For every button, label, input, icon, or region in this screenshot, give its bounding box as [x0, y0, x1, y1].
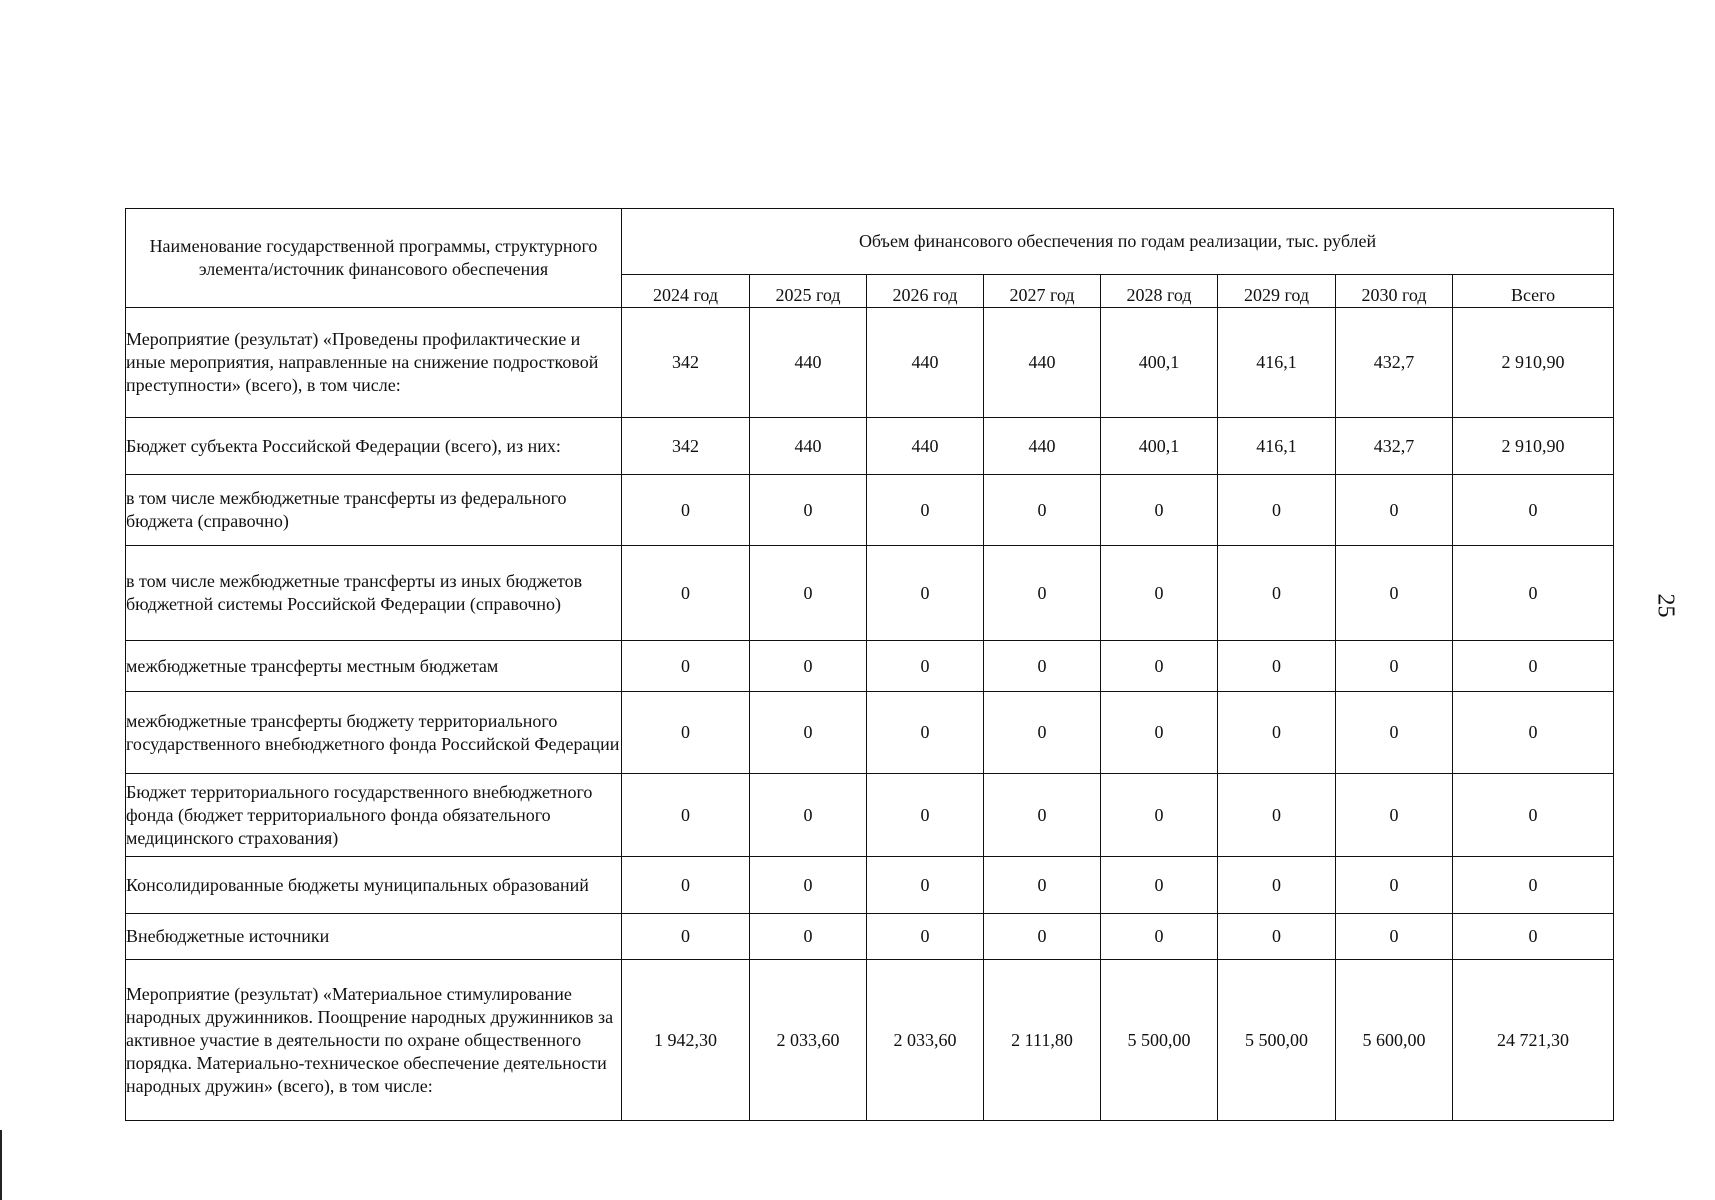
table-row: [126, 475, 1614, 546]
cell-2026: 0: [867, 692, 984, 774]
cell-2030: 432,7: [1336, 308, 1453, 418]
cell-2028: 0: [1101, 857, 1218, 914]
cell-2027: 440: [984, 308, 1101, 418]
cell-2026: 0: [867, 857, 984, 914]
cell-2029: 5 500,00: [1218, 960, 1336, 1121]
cell-2024: 342: [622, 418, 750, 475]
cell-2030: 5 600,00: [1336, 960, 1453, 1121]
cell-2024: 342: [622, 308, 750, 418]
cell-2026: 0: [867, 641, 984, 692]
page-number: 25: [1652, 593, 1679, 618]
cell-2029: 0: [1218, 546, 1336, 641]
cell-2030: 0: [1336, 692, 1453, 774]
cell-2025: 0: [750, 914, 867, 960]
cell-2027: 0: [984, 641, 1101, 692]
cell-2025: 440: [750, 308, 867, 418]
table-row: [126, 914, 1614, 960]
cell-2030: 0: [1336, 641, 1453, 692]
table-row: [126, 308, 1614, 418]
column-header-total: Всего: [1453, 275, 1614, 308]
cell-2027: 0: [984, 692, 1101, 774]
financing-table: [125, 208, 1614, 1121]
cell-2026: 0: [867, 475, 984, 546]
cell-2025: 0: [750, 857, 867, 914]
cell-2030: 0: [1336, 774, 1453, 857]
cell-2026: 0: [867, 914, 984, 960]
cell-2026: 440: [867, 308, 984, 418]
table-row: [126, 692, 1614, 774]
cell-2029: 0: [1218, 475, 1336, 546]
cell-2027: 0: [984, 475, 1101, 546]
financing-volume-header: Объем финансового обеспечения по годам реализации, тыс. рублей: [622, 209, 1614, 275]
cell-2026: 0: [867, 774, 984, 857]
row-label: в том числе межбюджетные трансферты из иных бюджетов бюджетной системы Российской Федерации (справочно): [126, 546, 622, 641]
cell-2028: 0: [1101, 641, 1218, 692]
cell-2024: 0: [622, 475, 750, 546]
cell-2028: 0: [1101, 914, 1218, 960]
cell-2025: 0: [750, 641, 867, 692]
cell-2028: 5 500,00: [1101, 960, 1218, 1121]
column-header-2027: 2027 год: [984, 275, 1101, 308]
cell-2030: 0: [1336, 914, 1453, 960]
cell-2027: 440: [984, 418, 1101, 475]
column-header-2026: 2026 год: [867, 275, 984, 308]
cell-2028: 400,1: [1101, 418, 1218, 475]
cell-total: 0: [1453, 857, 1614, 914]
cell-total: 0: [1453, 546, 1614, 641]
cell-total: 2 910,90: [1453, 308, 1614, 418]
row-label: Бюджет субъекта Российской Федерации (всего), из них:: [126, 418, 622, 475]
program-name-header: Наименование государственной программы, структурного элемента/источник финансового обеспечения: [126, 209, 622, 308]
cell-2028: 0: [1101, 692, 1218, 774]
cell-2028: 0: [1101, 475, 1218, 546]
cell-total: 0: [1453, 692, 1614, 774]
cell-2024: 0: [622, 914, 750, 960]
cell-2027: 0: [984, 914, 1101, 960]
cell-2029: 0: [1218, 914, 1336, 960]
cell-2030: 0: [1336, 475, 1453, 546]
column-header-2025: 2025 год: [750, 275, 867, 308]
cell-2025: 440: [750, 418, 867, 475]
cell-2027: 0: [984, 546, 1101, 641]
table-row: [126, 418, 1614, 475]
cell-2025: 0: [750, 692, 867, 774]
cell-total: 2 910,90: [1453, 418, 1614, 475]
table-row: [126, 641, 1614, 692]
cell-total: 0: [1453, 774, 1614, 857]
column-header-2024: 2024 год: [622, 275, 750, 308]
cell-2029: 0: [1218, 641, 1336, 692]
cell-2024: 1 942,30: [622, 960, 750, 1121]
table-row: [126, 960, 1614, 1121]
row-label: межбюджетные трансферты местным бюджетам: [126, 641, 622, 692]
cell-2029: 0: [1218, 692, 1336, 774]
cell-2029: 0: [1218, 774, 1336, 857]
cell-2025: 2 033,60: [750, 960, 867, 1121]
cell-2027: 0: [984, 857, 1101, 914]
cell-2030: 0: [1336, 546, 1453, 641]
cell-total: 24 721,30: [1453, 960, 1614, 1121]
cell-2028: 0: [1101, 546, 1218, 641]
column-header-2030: 2030 год: [1336, 275, 1453, 308]
cell-2028: 400,1: [1101, 308, 1218, 418]
cell-2026: 0: [867, 546, 984, 641]
table-row: [126, 857, 1614, 914]
cell-2029: 0: [1218, 857, 1336, 914]
page-edge-mark: [0, 1130, 2, 1200]
cell-2024: 0: [622, 857, 750, 914]
cell-2026: 2 033,60: [867, 960, 984, 1121]
cell-2025: 0: [750, 475, 867, 546]
cell-2026: 440: [867, 418, 984, 475]
cell-2027: 0: [984, 774, 1101, 857]
row-label: в том числе межбюджетные трансферты из федерального бюджета (справочно): [126, 475, 622, 546]
row-label: Консолидированные бюджеты муниципальных образований: [126, 857, 622, 914]
cell-2024: 0: [622, 641, 750, 692]
column-header-2029: 2029 год: [1218, 275, 1336, 308]
cell-2029: 416,1: [1218, 418, 1336, 475]
cell-total: 0: [1453, 641, 1614, 692]
cell-total: 0: [1453, 475, 1614, 546]
row-label: межбюджетные трансферты бюджету территориального государственного внебюджетного фонда Российской Федерации: [126, 692, 622, 774]
cell-2029: 416,1: [1218, 308, 1336, 418]
cell-2030: 432,7: [1336, 418, 1453, 475]
row-label: Мероприятие (результат) «Проведены профилактические и иные мероприятия, направленные на снижение подростковой преступности» (всего), в том числе:: [126, 308, 622, 418]
row-label: Внебюджетные источники: [126, 914, 622, 960]
cell-2024: 0: [622, 692, 750, 774]
cell-2024: 0: [622, 774, 750, 857]
cell-2025: 0: [750, 546, 867, 641]
row-label: Мероприятие (результат) «Материальное стимулирование народных дружинников. Поощрение народных дружинников за активное участие в деятельности по охране общественного порядка. Материально-техническое обеспечение деятельности народных дружин» (всего), в том числе:: [126, 960, 622, 1121]
row-label: Бюджет территориального государственного внебюджетного фонда (бюджет территориального фонда обязательного медицинского страхования): [126, 774, 622, 857]
cell-total: 0: [1453, 914, 1614, 960]
cell-2024: 0: [622, 546, 750, 641]
table-row: [126, 774, 1614, 857]
cell-2028: 0: [1101, 774, 1218, 857]
table-row: [126, 546, 1614, 641]
cell-2030: 0: [1336, 857, 1453, 914]
cell-2027: 2 111,80: [984, 960, 1101, 1121]
column-header-2028: 2028 год: [1101, 275, 1218, 308]
cell-2025: 0: [750, 774, 867, 857]
